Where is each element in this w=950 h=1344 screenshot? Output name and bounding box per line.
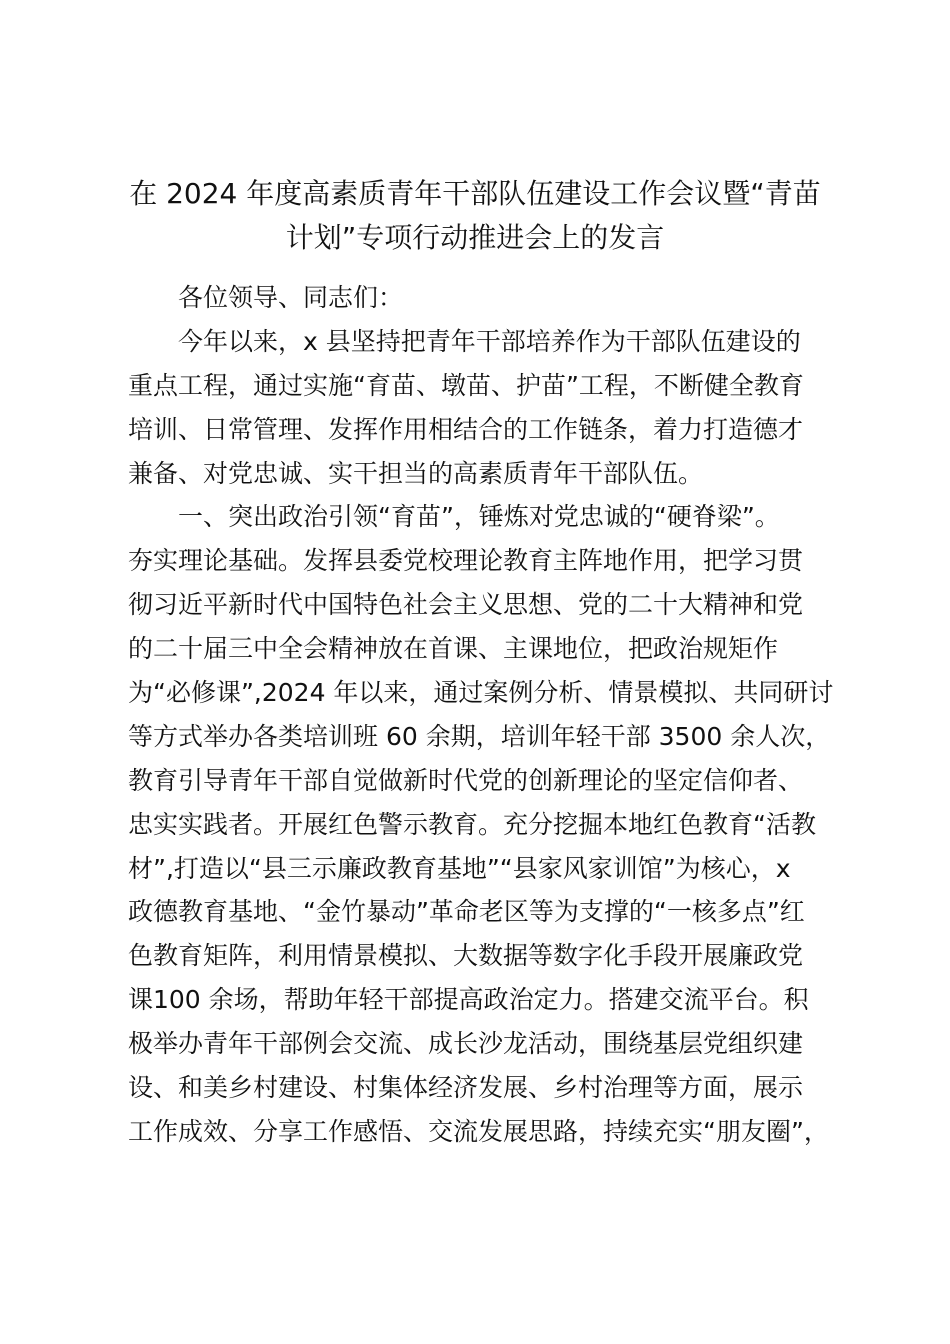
paragraph-line: 课100 余场，帮助年轻干部提高政治定力。搭建交流平台。积: [128, 985, 809, 1015]
paragraph-line: 彻习近平新时代中国特色社会主义思想、党的二十大精神和党: [128, 590, 804, 620]
section-heading-line: 一、突出政治引领“育苗”，锤炼对党忠诚的“硬脊梁”。: [178, 502, 780, 532]
paragraph-line: 为“必修课”,2024 年以来，通过案例分析、情景模拟、共同研讨: [128, 678, 834, 708]
title-line-2: 计划”专项行动推进会上的发言: [285, 221, 665, 254]
paragraph-line: 的二十届三中全会精神放在首课、主课地位，把政治规矩作: [128, 634, 779, 664]
paragraph-line: 设、和美乡村建设、村集体经济发展、乡村治理等方面，展示: [128, 1073, 804, 1103]
paragraph-line: 今年以来，x 县坚持把青年干部培养作为干部队伍建设的: [178, 326, 801, 356]
paragraph-line: 忠实实践者。开展红色警示教育。充分挖掘本地红色教育“活教: [128, 809, 816, 839]
paragraph-line: 政德教育基地、“金竹暴动”革命老区等为支撑的“一核多点”红: [128, 897, 805, 927]
title-line-1: 在 2024 年度高素质青年干部队伍建设工作会议暨“青苗: [129, 177, 821, 210]
paragraph-line: 色教育矩阵，利用情景模拟、大数据等数字化手段开展廉政党: [128, 941, 804, 971]
paragraph-line: 兼备、对党忠诚、实干担当的高素质青年干部队伍。: [128, 458, 704, 488]
paragraph-line: 重点工程，通过实施“育苗、墩苗、护苗”工程，不断健全教育: [128, 370, 804, 400]
paragraph-line: 材”,打造以“县三示廉政教育基地”“县家风家训馆”为核心，x: [128, 853, 791, 883]
paragraph-line: 教育引导青年干部自觉做新时代党的创新理论的坚定信仰者、: [128, 765, 804, 795]
salutation: 各位领导、同志们：: [178, 283, 404, 312]
document-body: [128, 276, 834, 1154]
paragraph-line: 等方式举办各类培训班 60 余期，培训年轻干部 3500 余人次，: [128, 721, 831, 751]
paragraph-line: 极举办青年干部例会交流、成长沙龙活动，围绕基层党组织建: [128, 1029, 804, 1059]
paragraph-line: 夯实理论基础。发挥县委党校理论教育主阵地作用，把学习贯: [128, 546, 804, 576]
paragraph-line: 培训、日常管理、发挥作用相结合的工作链条，着力打造德才: [128, 414, 804, 444]
document-title: [100, 172, 850, 260]
paragraph-line: 工作成效、分享工作感悟、交流发展思路，持续充实“朋友圈”，: [128, 1116, 829, 1146]
